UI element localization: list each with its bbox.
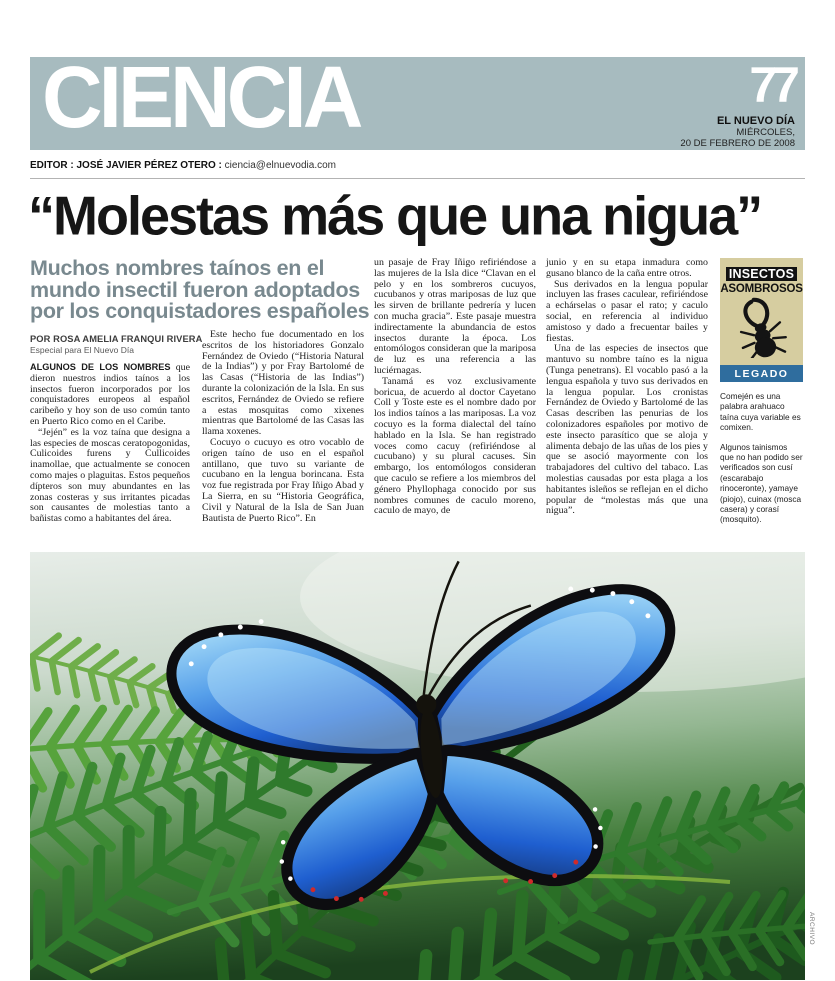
paragraph-text: que dieron nuestros indios taínos a los insectos fueron incorporados por los conquistadores europeos al español caribeño y hoy son de uso común tanto en Puerto Rico como en el Caribe. xyxy=(30,362,190,427)
byline-credit: Especial para El Nuevo Día xyxy=(30,344,134,355)
byline: POR ROSA AMELIA FRANQUI RIVERA xyxy=(30,333,203,344)
sidebar xyxy=(720,258,805,525)
butterfly-photo xyxy=(30,552,805,980)
photo-credit: ARCHIVO xyxy=(808,912,815,946)
article-paragraph: junio y en su etapa inmadura como gusano blanco de la caña entre otros. xyxy=(546,257,708,279)
sidebar-note: Comején es una palabra arahuaco taína cuya variable es comixen. xyxy=(720,391,801,433)
sidebar-note: Algunos tainismos que no han podido ser verificados son cusí (escarabajo rinoceronte), yamaye (piojo), cuinax (mosca casera) y corasí (mosquito). xyxy=(720,441,803,525)
publication-date: 20 DE FEBRERO DE 2008 xyxy=(680,138,795,149)
editor-email: ciencia@elnuevodia.com xyxy=(224,160,336,171)
text-column-2 xyxy=(202,330,364,524)
section-title: CIENCIA xyxy=(42,48,360,146)
deck: Muchos nombres taínos en el mundo insectil fueron adoptados por los conquistadores españoles xyxy=(30,256,370,323)
legado-tag: LEGADO xyxy=(720,365,803,382)
weekday: MIÉRCOLES, xyxy=(736,127,795,138)
article-paragraph: “Jején” es la voz taína que designa a las especies de moscas ceratopogonidas, Culicoides furens y Cullicoides inamollae, que actualmente se conocen como majes o plaguitas. Estos pequeños dípteros son muy abundantes en las zonas costeras y sus irritantes picadas son causantes de molestias tanto a bañistas como a habitantes del área. xyxy=(30,426,190,525)
page-number: 77 xyxy=(749,57,795,113)
text-column-3 xyxy=(374,258,536,517)
article-paragraph: un pasaje de Fray Iñigo refiriéndose a las mujeres de la Isla dice “Clavan en el pelo y en los sombreros cucuyos, cucubanos y otras mariposas de luz que les sirven de brillante pedrería y lucen con mucha gracia”. Este pasaje muestra indirectamente la abundancia de estos insectos durante la época. Los entomólogos consideran que la mariposa de luz es una referencia a las luciérnagas. xyxy=(374,257,536,376)
article-paragraph: Sus derivados en la lengua popular incluyen las frases caculear, refiriéndose a echárselas o pasar el rato; y caculo social, en referencia al individuo amistoso y dado a frecuentar bailes y fiestas. xyxy=(546,278,708,344)
beetle-icon xyxy=(720,296,803,363)
editor-row xyxy=(30,160,805,179)
article-paragraph: Este hecho fue documentado en los escritos de los historiadores Gonzalo Fernández de Oviedo (“Historia Natural de la Indias”) y por Fray Bartolomé de las Casas (“Historia de las Indias”) durante la colonización de la Isla. En sus escritos, Fernández de Oviedo se refiere a estas mosquitas como xixenes mientras que Bartolomé de las Casas las llama xoxenes. xyxy=(202,329,364,438)
masthead-right xyxy=(680,59,795,149)
paper-name: EL NUEVO DÍA xyxy=(716,115,795,127)
masthead xyxy=(30,48,805,150)
fact-box-title-line2: ASOMBROSOS xyxy=(720,283,803,295)
fact-box-title-line1: INSECTOS xyxy=(726,267,797,281)
editor-label: EDITOR : JOSÉ JAVIER PÉREZ OTERO : xyxy=(30,160,222,171)
article-paragraph: Tanamá es voz exclusivamente boricua, de acuerdo al doctor Cayetano Coll y Toste este es el nombre dado por los indios taínos a las mariposas. La voz cocuyo es la forma dialectal del taíno hablado en la Isla. Se han registrado voces como cacuy (refiriéndose al cucubano) y su plural cacuses. Sin embargo, los entomólogos consideran que caculo se refiere a los miembros del género Phyllophaga conocido por sus nombres comunes de caculo moreno, caculo de mayo, de xyxy=(374,375,536,517)
article-paragraph xyxy=(30,362,190,428)
article-body xyxy=(30,258,805,552)
article-paragraph: Una de las especies de insectos que mantuvo su nombre taíno es la nigua (Tunga penetrans). El vocablo pasó a la lengua española y tuvo sus derivados en la lengua popular. Los cronistas Fernández de Oviedo y Bartolomé de las Casas describen las penurias de los colonizadores españoles por motivo de este insecto parasítico que se aloja y alimenta debajo de las uñas de los pies y que se asoció mayormente con los trabajadores del cultivo del tabaco. Las molestias causadas por esta plaga a los habitantes isleños se reflejan en el dicho popular de “molestas más que una nigua”. xyxy=(546,343,708,517)
headline: “Molestas más que una nigua” xyxy=(28,185,762,247)
lead-in: ALGUNOS DE LOS NOMBRES xyxy=(30,362,171,372)
fact-box xyxy=(720,258,803,365)
text-column-1 xyxy=(30,362,190,525)
article-paragraph: Cocuyo o cucuyo es otro vocablo de origen taíno de uso en el español antillano, que tuvo su variante de cucubano en la lengua borincana. Esta voz fue registrada por Fray Iñigo Abad y La Sierra, en su “Historia Geográfica, Civil y Natural de la Isla de San Juan Bautista de Puerto Rico”. En xyxy=(202,436,364,524)
text-column-4 xyxy=(546,258,708,517)
